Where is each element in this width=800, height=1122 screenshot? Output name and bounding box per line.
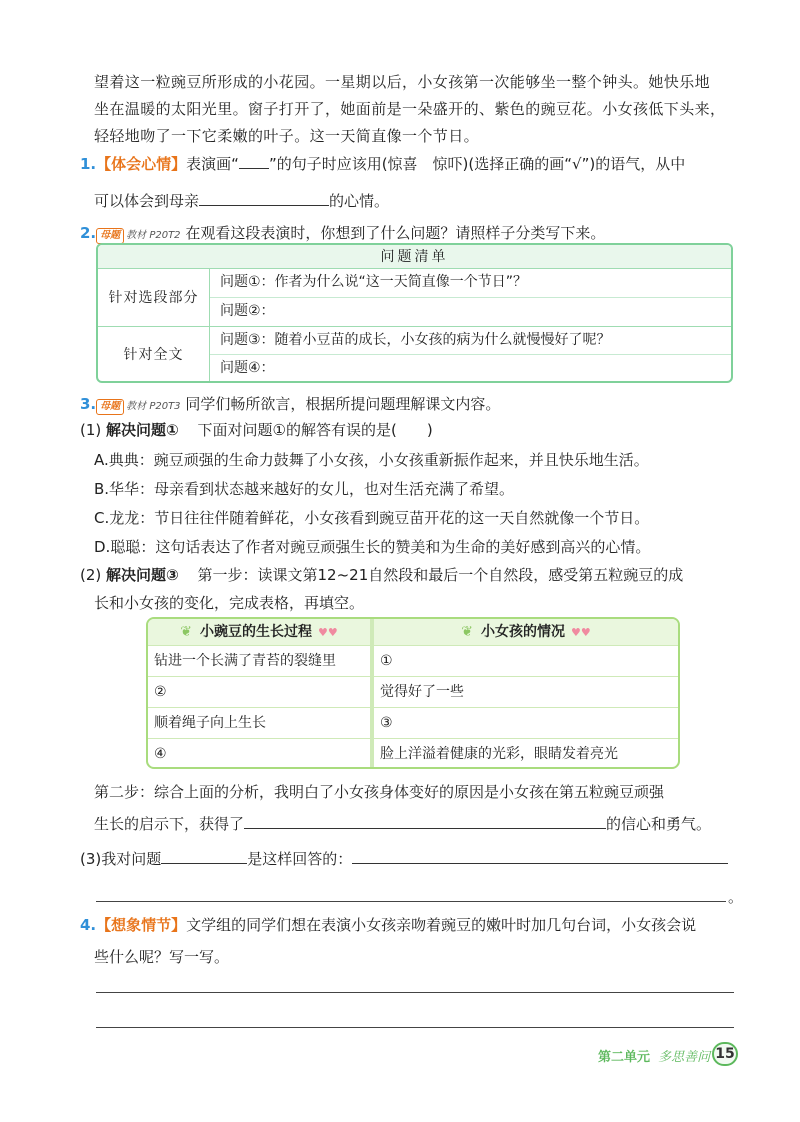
hearts-icon: ♥♥ — [571, 626, 591, 639]
step2-text-a: 生长的启示下，获得了 — [94, 815, 245, 833]
q3-option-c: C.龙龙：节日往往伴随着鲜花，小女孩看到豌豆苗开花的这一天自然就像一个节日。 — [94, 509, 650, 527]
q3-option-b: B.华华：母亲看到状态越来越好的女儿，也对生活充满了希望。 — [94, 480, 515, 498]
sprout-icon: ❦ — [461, 624, 473, 640]
question-row-4[interactable]: 问题④： — [220, 360, 275, 376]
q3-sub1-text: 下面对问题①的解答有误的是( ) — [197, 421, 433, 439]
q3-sub3-text-a: 我对问题 — [101, 850, 162, 868]
question-list-table — [96, 243, 733, 383]
q2-text: 在观看这段表演时，你想到了什么问题？请照样子分类写下来。 — [185, 224, 606, 242]
growth-cell-left-1: 钻进一个长满了青苔的裂缝里 — [148, 645, 370, 676]
q2-badge: 母题 — [96, 228, 124, 244]
step2-blank[interactable] — [244, 813, 606, 829]
q3-sub3-blank-answer[interactable] — [352, 848, 728, 864]
footer-unit: 第二单元 — [598, 1050, 651, 1065]
step2-text-b: 的信心和勇气。 — [606, 815, 712, 833]
q3-sub2-text-2: 长和小女孩的变化，完成表格，再填空。 — [94, 594, 365, 612]
answer-line-q3[interactable] — [96, 901, 726, 902]
step2-line-1: 第二步：综合上面的分析，我明白了小女孩身体变好的原因是小女孩在第五粒豌豆顽强 — [94, 783, 665, 801]
q1-line-2 — [94, 190, 389, 211]
passage-line-1: 望着这一粒豌豆所形成的小花园。一星期以后，小女孩第一次能够坐一整个钟头。她快乐地 — [94, 73, 711, 91]
q3-sub2 — [80, 564, 683, 585]
q3-sub3-blank-question[interactable] — [161, 848, 247, 864]
q4-text-1: 文学组的同学们想在表演小女孩亲吻着豌豆的嫩叶时加几句台词，小女孩会说 — [186, 916, 697, 934]
q1-text-a: 表演画“ — [186, 155, 239, 173]
step2-line-2 — [94, 813, 711, 834]
q3-option-a: A.典典：豌豆顽强的生命力鼓舞了小女孩，小女孩重新振作起来，并且快乐地生活。 — [94, 451, 649, 469]
q3-sub2-text-1: 第一步：读课文第12~21自然段和最后一个自然段，感受第五粒豌豆的成 — [197, 566, 684, 584]
q1-blank-2[interactable] — [199, 190, 329, 206]
question-list-title: 问题清单 — [98, 245, 731, 269]
q3-sub2-title: 解决问题③ — [106, 566, 179, 584]
question-row-1: 问题①：作者为什么说“这一天简直像一个节日”？ — [210, 269, 731, 298]
q3-sub3-text-b: 是这样回答的： — [247, 850, 353, 868]
passage-line-2: 坐在温暖的太阳光里。窗子打开了，她面前是一朵盛开的、紫色的豌豆花。小女孩低下头来， — [94, 100, 726, 118]
q3-end-mark: 。 — [728, 888, 744, 906]
q3-sub1-title: 解决问题① — [106, 421, 179, 439]
hearts-icon: ♥♥ — [318, 626, 338, 639]
footer-theme: 多思善问 — [658, 1050, 711, 1065]
growth-cell-left-3: 顺着绳子向上生长 — [148, 707, 370, 738]
q3-badge-sub: 教材 P20T3 — [126, 401, 181, 412]
question-row-2[interactable]: 问题②： — [210, 298, 731, 327]
answer-line-q4-2[interactable] — [96, 1027, 734, 1028]
q3-sub2-label: (2) — [80, 566, 102, 584]
q1-text-c: 可以体会到母亲 — [94, 192, 200, 210]
passage-line-3: 轻轻地吻了一下它柔嫩的叶子。这一天简直像一个节日。 — [94, 127, 480, 145]
q1-number: 1. — [80, 155, 97, 173]
category-selection: 针对选段部分 — [98, 269, 210, 327]
q4-line-1 — [80, 914, 696, 935]
q4-line-2: 些什么呢？写一写。 — [94, 948, 230, 966]
growth-cell-left-4[interactable]: ④ — [148, 738, 370, 769]
growth-cell-left-2[interactable]: ② — [148, 676, 370, 707]
q1-text-b: ”的句子时应该用(惊喜 惊吓)(选择正确的画“√”)的语气，从中 — [268, 155, 686, 173]
category-full-text: 针对全文 — [98, 327, 210, 383]
q3-sub3 — [80, 848, 728, 869]
growth-table — [146, 617, 680, 769]
q3-number: 3. — [80, 395, 97, 413]
page-number: 15 — [712, 1042, 738, 1066]
q1-blank-1[interactable] — [239, 153, 269, 169]
q2-number: 2. — [80, 224, 97, 242]
q1-line-1 — [80, 153, 685, 174]
growth-cell-right-3[interactable]: ③ — [374, 707, 678, 738]
question-row-3: 问题③：随着小豆苗的成长，小女孩的病为什么就慢慢好了呢？ — [210, 327, 731, 355]
growth-cell-right-4: 脸上洋溢着健康的光彩，眼睛发着亮光 — [374, 738, 678, 769]
q3-sub3-label: (3) — [80, 850, 102, 868]
growth-cell-right-2: 觉得好了一些 — [374, 676, 678, 707]
q1-text-d: 的心情。 — [329, 192, 390, 210]
q3-heading — [80, 393, 500, 415]
q2-heading — [80, 222, 605, 244]
q3-option-d: D.聪聪：这句话表达了作者对豌豆顽强生长的赞美和为生命的美好感到高兴的心情。 — [94, 538, 651, 556]
growth-table-head-right: ❦ 小女孩的情况 ♥♥ — [374, 619, 678, 645]
q3-sub1-label: (1) — [80, 421, 102, 439]
q3-badge: 母题 — [96, 399, 124, 415]
q4-tag: 【想象情节】 — [96, 916, 187, 934]
footer — [598, 1046, 710, 1065]
q3-text: 同学们畅所欲言，根据所提问题理解课文内容。 — [185, 395, 501, 413]
answer-line-q4-1[interactable] — [96, 992, 734, 993]
q2-badge-sub: 教材 P20T2 — [126, 230, 181, 241]
q3-sub1 — [80, 419, 433, 440]
growth-cell-right-1[interactable]: ① — [374, 645, 678, 676]
q1-tag: 【体会心情】 — [96, 155, 187, 173]
sprout-icon: ❦ — [180, 624, 192, 640]
q4-number: 4. — [80, 916, 97, 934]
growth-table-head-left: ❦ 小豌豆的生长过程 ♥♥ — [148, 619, 370, 645]
